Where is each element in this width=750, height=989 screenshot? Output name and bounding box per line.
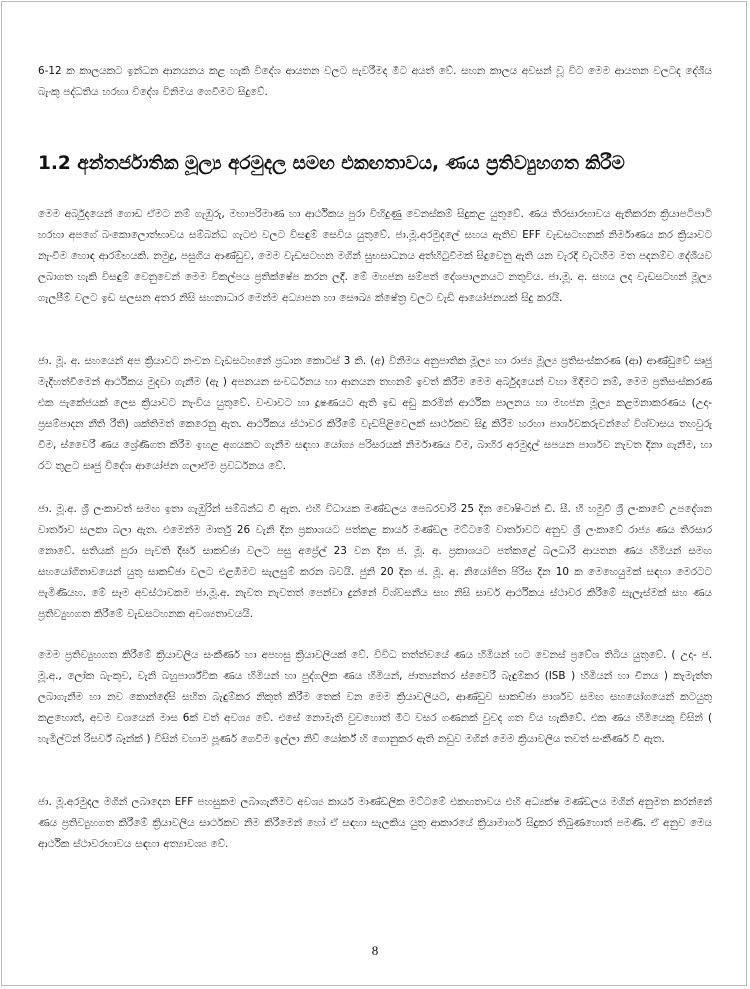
paragraph: ජා. මූ. අ. සහයෙන් අප ක්‍රියාවට නංවන වැඩසටහනේ ප්‍රධාන කොටස් 3 කි. (අ) විනිමය අනුපාතික මූල්‍ය හා රාජ්‍ය මූල්‍ය ප්‍රතිසංස්කරණ (ආ) ආණ්ඩුවේ සෘජු මැදිහත්වීමෙන් ආර්ථිකය මුදවා ගැනීම (ඇ ) අපනයන සංවර්ධනය හා ආනයන තහනම් ඉවත් කිරීම මෙම අර්බුදයෙන් වහා මිදීමට නම්, මෙම ප්‍රතිසංස්කරණ එක පැකේජයක් ලෙස ක්‍රියාවට නැංවිය යුතුවේ. වංචාවට හා දූෂණයට ඇති ඉඩ අඩු කරමින් ආර්ථික පාලනය හා මහජන මූල්‍ය කළමනාකරණය (උදා- ප්‍රසම්පාදන නීති රීති) ශක්තිමත් කෙරෙනු ඇත. ආර්ථිකය ස්ථාවර කිරීමේ වැඩපිළිවෙලක් සාර්ථකව සිදු කිරීම හරහා පාර්ශවකරුවන්ගේ විශ්වාසය තහවුරු වීම, ස්වෛරී ණය ශ්‍රේණිගත කිරීම ඉහළ අගයකට ගැනීම සඳහා යෝග්‍ය පරිසරයක් නිර්මාණය වීම, බාහිර අරමුදල් සපයන පාර්ශව නැවත දිනා ගැනීම, හා රට තුළට සෘජු විදේශ ආයෝජන ගලාඒම ප්‍රවර්ධනය වේ. bbox=[38, 355, 712, 472]
paragraph: ජා. මූ.අරමුදල මගින් ලබාදෙන EFF පහසුකම ලබාගැනීමට අවශ්‍ය කාර්ය මාණ්ඩලික මට්ටමේ එකඟතාවය එහි අධ්‍යක්ෂ මණ්ඩලය මගින් අනුමත කරන්නේ ණය ප්‍රතිව්‍යුහගත කිරීමේ ක්‍රියාවලිය සාර්ථකව නිම කිරීමෙන් හෝ ඒ සඳහා සැලකිය යුතු ආකාරයේ ක්‍රියාමාර්ග සිදුකර තිබුණහොත් පමණි. ඒ අනුව මෙය ආර්ථික ස්ථාවරභාවය සඳහා අත්‍යාවශ්‍ය වේ. bbox=[38, 796, 712, 850]
paragraph: මෙම ප්‍රතිව්‍යුහගත කිරීමේ ක්‍රියාවලිය සංකීර්ණ හා අපහසු ක්‍රියාවලියක් වේ. විවිධ තත්ත්වයේ ණය හිමියන් හට වෙනස් ප්‍රවේශ තිබිය යුතුවේ. ( උදා- ජ. මූ.අ., ලෝක බැංකුව, වැනි බහුපාර්ශ්වික ණය හිමියන් හා පුද්ගලික ණය හිමියන්, ජාත්‍යන්තර ස්වෛරී බැඳුම්කර (ISB ) හිමියන් හා චීනය ) කැමැත්ත ලබාගැනීම හා නව කොන්දේසි සහිත බැඳුම්කර නිකුත් කිරීම තෙක් වන මෙම ක්‍රියාවලියට, ආණ්ඩුව සාකච්ඡා පාර්ශව සමඟ සහයෝගයෙන් කටයුතු කළහොත්, අවම වශයෙන් මාස 6ක් වත් අවශ්‍ය වේ. එසේ නොමැති වුවහොත් මීට වසර ගණනක් වුවද ගත විය හැකිවේ. එක ණය හිමියෙකු විසින් ( හැමිල්ටන් රිසර්ව් බෑන්ක් ) විසින් වහාම පූර්ණ ගෙවීම ඉල්ලා නිව් යෝර්ක් හි ගොනුකර ඇති නඩුව මගින් මෙම ක්‍රියාවලිය තවත් සංකීර්ණ වී ඇත. bbox=[38, 649, 712, 745]
page-number: 8 bbox=[371, 943, 379, 958]
intro-paragraph: 6-12 ක කාලයකට ඉන්ධන ආනයනය කළ හැකි විදේශ ආයතන වලට පැවරීමද මීට අයත් වේ. සහන කාලය අවසන් වූ විට මෙම ආයතන වලටද දේශීය බැංකු පද්ධතිය හරහා විදේශ විනිමය ගෙවීමට සිදුවේ. bbox=[38, 65, 712, 98]
section-heading: 1.2 අන්තර්ජාතික මූල්‍ය අරමුදල සමඟ එකඟතාවය, ණය ප්‍රතිව්‍යුහගත කිරීම bbox=[38, 153, 625, 174]
paragraph: ජා. මූ.අ. ශ්‍රී ලංකාවත් සමඟ ඉතා ගැඹුරින් සම්බන්ධ වී ඇත. එහි විධායක මණ්ඩලය පෙබරවාරි 25 දින වොෂිංටන් ඩී. සී. හි හමුවී ශ්‍රී ලංකාවේ උපදේශන වාර්තාව සලකා බලා ඇත. එමෙන්ම මාර්තු 26 වැනි දින ප්‍රකාශයට පත්කළ කාර්ය මණ්ඩල මට්ටමේ වාර්තාවට අනුව ශ්‍රී ලංකාවේ රාජ්‍ය ණය තිරසාර නොවේ. සතියක් පුරා පැවති දීර්ඝ සාකච්ඡා වලට පසු අප්‍රේල් 23 වන දින ජ. මූ. අ. ප්‍රකාශයට පත්කළේ බලධාරි ආයතන ණය හිමියන් සමඟ සහයෝගිතාවයෙන් යුතු සාකච්ඡා වලට එළඹීමට සැලසුම් කරන බවයි. ජුනි 20 දින ජ. මූ. අ. නියෝජිත පිරිස දින 10 ක මෙහෙයුමක් සඳහා මෙරටට පැමිණියහ. මේ සෑම අවස්ථාවකම ජා.මූ.අ. නැවත නැවතත් පෙන්වා දුන්නේ විශ්වසනීය සහ නිසි සාර්ව ආර්ථිකය ස්ථාවර කිරීමේ සැලැස්මක් සහ ණය ප්‍රතිව්‍යුහගත කිරීමේ වැඩසටහනක අවශ්‍යතාවයයි. bbox=[38, 503, 712, 620]
paragraph: මෙම අර්බුදයෙන් ගොඩ ඒමට නම් ගැඹුරු, මහාපරිමාණ හා ආර්ථිකය පුරා විහිදුණු වෙනස්කම් සිදුකළ යුතුවේ. ණය තිරසාරභාවය ඇතිකරන ක්‍රියාපටිපාටි හරහා අපගේ බංකොලොත්භාවය සම්බන්ධ ගැටළු වලට විසඳුම් සෙවිය යුතුවේ. ජා.මූ.අරමුදලේ සහය ඇතිව EFF වැඩසටහනක් නිර්මාණය කර ක්‍රියාවට නැංවීම හොඳ ආරම්භයකි. නමුදු, පසුගිය ආණ්ඩුව, මෙම වැඩසටහන මගින් සුභසාධනය අත්හිටුවීමක් සිදුවෙනු ඇති යන වැරදි වැටහීම මත පදනම්ව දේශීයව ලබාගත හැකි විසඳුම් වෙනුවෙන් මෙම විකල්පය ප්‍රතික්ෂේප කරන ලදී. මේ මහජන සම්පත් දේශපාලනයට නතුවිය. ජා.මූ. අ. සහය ලද වැඩසටහන් මූල්‍ය ගැලපීම් වලට ඉඩ සලසන අතර නිසි සහනාධාර මෙන්ම අධ්‍යාපන හා සෞඛ්‍ය ක්ෂේත්‍ර වලට වැඩි ආයෝජනයක් සිදු කරයි. bbox=[38, 208, 712, 304]
